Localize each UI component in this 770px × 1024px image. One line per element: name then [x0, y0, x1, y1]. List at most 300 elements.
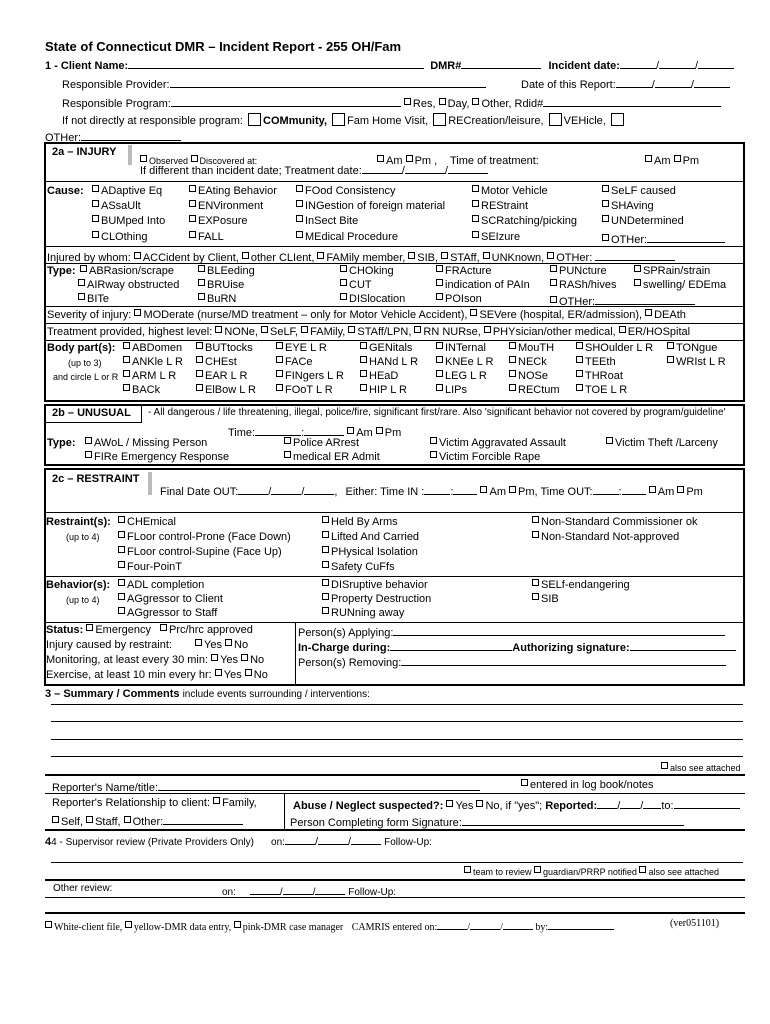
removing-field[interactable]	[401, 654, 726, 666]
option-checkbox[interactable]	[296, 215, 303, 222]
option-other[interactable]: OTHer:	[556, 252, 593, 264]
option-checkbox[interactable]	[436, 265, 443, 272]
option-ankle-l-r[interactable]	[123, 356, 183, 368]
time-out-am-checkbox[interactable]	[649, 486, 656, 493]
option-checkbox[interactable]	[360, 342, 367, 349]
option-checkbox[interactable]	[472, 215, 479, 222]
option-rash-hives[interactable]	[550, 279, 616, 291]
report-day-field[interactable]	[655, 76, 691, 88]
option-victim-forcible-rape[interactable]	[430, 451, 540, 463]
option-checkbox[interactable]	[634, 265, 641, 272]
reported-month[interactable]	[597, 797, 617, 809]
option-checkbox[interactable]	[509, 342, 516, 349]
supervisor-day[interactable]	[318, 833, 348, 845]
option-checkbox[interactable]	[322, 531, 329, 538]
option-shaving[interactable]	[602, 200, 654, 212]
time-in-hour[interactable]	[424, 483, 450, 495]
option-death[interactable]: DEAth	[654, 309, 686, 321]
option-physician-other-medical[interactable]: PHYsician/other medical,	[492, 326, 616, 338]
time-out-pm-checkbox[interactable]	[677, 486, 684, 493]
reported-to-field[interactable]	[674, 797, 740, 809]
option-checkbox[interactable]	[322, 579, 329, 586]
option-mouth[interactable]	[509, 342, 554, 354]
time-out-minute[interactable]	[622, 483, 646, 495]
summary-line-4[interactable]	[51, 756, 743, 757]
option-restraint[interactable]	[472, 200, 528, 212]
vehicle-checkbox[interactable]	[549, 113, 562, 126]
option-checkbox[interactable]	[296, 231, 303, 238]
option-other-field[interactable]	[647, 231, 725, 243]
emergency-checkbox[interactable]	[86, 624, 93, 631]
option-checkbox[interactable]	[92, 215, 99, 222]
option-internal[interactable]	[436, 342, 486, 354]
option-fracture[interactable]	[436, 265, 491, 277]
option-checkbox[interactable]	[276, 384, 283, 391]
option-hand-l-r[interactable]	[360, 356, 418, 368]
option-rn-nurse[interactable]: RN NURse,	[423, 326, 481, 338]
option-checkbox[interactable]	[322, 593, 329, 600]
option-throat[interactable]	[576, 370, 623, 382]
option-choking[interactable]	[340, 265, 394, 277]
client-name-field[interactable]	[128, 57, 424, 69]
option-checkbox[interactable]	[550, 296, 557, 303]
option-awol-missing-person[interactable]	[85, 437, 207, 449]
option-checkbox[interactable]	[602, 215, 609, 222]
option-checkbox[interactable]	[196, 384, 203, 391]
option-checkbox[interactable]	[348, 326, 355, 333]
option-hip-l-r[interactable]	[360, 384, 407, 396]
supervisor-year[interactable]	[351, 833, 381, 845]
option-undetermined[interactable]	[602, 215, 684, 227]
option-checkbox[interactable]	[602, 234, 609, 241]
option-aggressor-to-client[interactable]	[118, 593, 223, 605]
rel-other-checkbox[interactable]	[124, 816, 131, 823]
option-checkbox[interactable]	[430, 451, 437, 458]
option-clothing[interactable]	[92, 231, 147, 243]
option-checkbox[interactable]	[123, 384, 130, 391]
option-checkbox[interactable]	[606, 437, 613, 444]
option-sib[interactable]: SIB,	[417, 252, 439, 264]
option-checkbox[interactable]	[189, 200, 196, 207]
option-leg-l-r[interactable]	[436, 370, 487, 382]
option-head[interactable]	[360, 370, 398, 382]
option-physical-isolation[interactable]	[322, 546, 418, 558]
option-poison[interactable]	[436, 293, 482, 305]
reported-day[interactable]	[620, 797, 640, 809]
summary-line-3[interactable]	[51, 739, 743, 740]
option-held-by-arms[interactable]	[322, 516, 398, 528]
option-shoulder-l-r[interactable]	[576, 342, 653, 354]
option-tongue[interactable]	[667, 342, 717, 354]
unusual-am-checkbox[interactable]	[347, 427, 354, 434]
option-checkbox[interactable]	[472, 185, 479, 192]
option-back[interactable]	[123, 384, 160, 396]
yellow-checkbox[interactable]	[125, 921, 132, 928]
option-er-hospital[interactable]: ER/HOSpital	[627, 326, 691, 338]
option-checkbox[interactable]	[215, 326, 222, 333]
summary-line-1[interactable]	[51, 704, 743, 705]
option-severe-hospital-er-admission[interactable]: SEVere (hospital, ER/admission),	[479, 309, 643, 321]
log-book-checkbox[interactable]	[521, 779, 528, 786]
option-four-point[interactable]	[118, 561, 182, 573]
option-adaptive-eq[interactable]	[92, 185, 162, 197]
option-property-destruction[interactable]	[322, 593, 431, 605]
option-staff[interactable]: STAff,	[450, 252, 480, 264]
option-checkbox[interactable]	[483, 252, 490, 259]
option-motor-vehicle[interactable]	[472, 185, 548, 197]
option-checkbox[interactable]	[123, 342, 130, 349]
option-nose[interactable]	[509, 370, 548, 382]
option-non-standard-not-approved[interactable]	[532, 531, 679, 543]
fam-home-checkbox[interactable]	[332, 113, 345, 126]
option-assault[interactable]	[92, 200, 141, 212]
option-checkbox[interactable]	[532, 516, 539, 523]
injured-by-other-field[interactable]	[595, 249, 675, 261]
option-checkbox[interactable]	[509, 356, 516, 363]
option-checkbox[interactable]	[532, 593, 539, 600]
family-checkbox[interactable]	[213, 797, 220, 804]
option-checkbox[interactable]	[602, 185, 609, 192]
option-checkbox[interactable]	[196, 370, 203, 377]
option-victim-theft-larceny[interactable]	[606, 437, 718, 449]
option-checkbox[interactable]	[645, 309, 652, 316]
injury-am-checkbox[interactable]	[377, 155, 384, 162]
option-checkbox[interactable]	[322, 561, 329, 568]
option-adl-completion[interactable]	[118, 579, 204, 591]
camris-month[interactable]	[437, 918, 467, 930]
option-wrist-l-r[interactable]	[667, 356, 726, 368]
option-insect-bite[interactable]	[296, 215, 358, 227]
report-month-field[interactable]	[616, 76, 652, 88]
option-floor-control-prone-face-down[interactable]	[118, 531, 291, 543]
option-self-endangering[interactable]	[532, 579, 630, 591]
treatment-pm-checkbox[interactable]	[674, 155, 681, 162]
incident-year-field[interactable]	[698, 57, 734, 69]
option-seizure[interactable]	[472, 231, 520, 243]
option-checkbox[interactable]	[80, 265, 87, 272]
monitoring-no-checkbox[interactable]	[241, 654, 248, 661]
observed-checkbox[interactable]	[140, 155, 147, 162]
camris-day[interactable]	[470, 918, 500, 930]
option-food-consistency[interactable]	[296, 185, 395, 197]
monitoring-yes-checkbox[interactable]	[211, 654, 218, 661]
option-checkbox[interactable]	[532, 579, 539, 586]
option-accident-by-client[interactable]: ACCident by Client,	[142, 252, 239, 264]
option-checkbox[interactable]	[408, 252, 415, 259]
summary-line-2[interactable]	[51, 721, 743, 722]
option-checkbox[interactable]	[189, 231, 196, 238]
by-field[interactable]	[548, 918, 614, 930]
time-in-pm-checkbox[interactable]	[509, 486, 516, 493]
option-moderate-nurse-md-treatment-only-for-motor-vehicle-accident[interactable]: MODerate (nurse/MD treatment – only for Motor Vehicle Accident),	[143, 309, 468, 321]
option-family-member[interactable]: FAMily member,	[326, 252, 406, 264]
staff-checkbox[interactable]	[86, 816, 93, 823]
option-lifted-and-carried[interactable]	[322, 531, 419, 543]
report-year-field[interactable]	[694, 76, 730, 88]
option-bruise[interactable]	[198, 279, 244, 291]
option-checkbox[interactable]	[196, 342, 203, 349]
option-swelling-edema[interactable]	[634, 279, 726, 291]
option-sprain-strain[interactable]	[634, 265, 710, 277]
option-checkbox[interactable]	[322, 516, 329, 523]
option-environment[interactable]	[189, 200, 263, 212]
option-checkbox[interactable]	[414, 326, 421, 333]
option-foot-l-r[interactable]	[276, 384, 333, 396]
other-review-month-b[interactable]	[250, 883, 280, 895]
option-checkbox[interactable]	[360, 356, 367, 363]
option-indication-of-pain[interactable]	[436, 279, 530, 291]
discovered-checkbox[interactable]	[191, 155, 198, 162]
option-floor-control-supine-face-up[interactable]	[118, 546, 282, 558]
option-checkbox[interactable]	[340, 279, 347, 286]
option-checkbox[interactable]	[118, 531, 125, 538]
abuse-yes-checkbox[interactable]	[446, 800, 453, 807]
option-checkbox[interactable]	[92, 231, 99, 238]
option-self[interactable]: SeLF,	[269, 326, 299, 338]
injury-yes-checkbox[interactable]	[195, 639, 202, 646]
option-police-arrest[interactable]	[284, 437, 359, 449]
option-safety-cuffs[interactable]	[322, 561, 395, 573]
option-victim-aggravated-assault[interactable]	[430, 437, 566, 449]
option-checkbox[interactable]	[118, 561, 125, 568]
option-other[interactable]	[602, 231, 725, 246]
option-arm-l-r[interactable]	[123, 370, 176, 382]
time-in-am-checkbox[interactable]	[480, 486, 487, 493]
option-checkbox[interactable]	[134, 252, 141, 259]
supervisor-attached-checkbox[interactable]	[639, 866, 646, 873]
option-checkbox[interactable]	[198, 293, 205, 300]
injury-pm-checkbox[interactable]	[406, 155, 413, 162]
time-in-minute[interactable]	[453, 483, 477, 495]
injury-no-checkbox[interactable]	[225, 639, 232, 646]
other-checkbox[interactable]	[472, 98, 479, 105]
option-checkbox[interactable]	[284, 437, 291, 444]
option-checkbox[interactable]	[472, 200, 479, 207]
option-exposure[interactable]	[189, 215, 248, 227]
option-checkbox[interactable]	[576, 356, 583, 363]
option-buttocks[interactable]	[196, 342, 253, 354]
pink-checkbox[interactable]	[234, 921, 241, 928]
unusual-minute-field[interactable]	[304, 424, 344, 436]
option-teeth[interactable]	[576, 356, 616, 368]
option-checkbox[interactable]	[634, 279, 641, 286]
incident-month-field[interactable]	[620, 57, 656, 69]
option-elbow-l-r[interactable]	[196, 384, 256, 396]
guardian-checkbox[interactable]	[534, 866, 541, 873]
option-checkbox[interactable]	[301, 326, 308, 333]
option-checkbox[interactable]	[118, 546, 125, 553]
supervisor-line[interactable]	[51, 862, 743, 863]
rel-other-field[interactable]	[163, 813, 243, 825]
option-none[interactable]: NONe,	[224, 326, 258, 338]
option-checkbox[interactable]	[322, 546, 329, 553]
option-checkbox[interactable]	[340, 265, 347, 272]
program-field[interactable]	[171, 95, 401, 107]
option-checkbox[interactable]	[602, 200, 609, 207]
recreation-checkbox[interactable]	[433, 113, 446, 126]
res-checkbox[interactable]	[404, 98, 411, 105]
option-checkbox[interactable]	[118, 579, 125, 586]
option-non-standard-commissioner-ok[interactable]	[532, 516, 698, 528]
option-checkbox[interactable]	[118, 607, 125, 614]
option-cut[interactable]	[340, 279, 372, 291]
option-toe-l-r[interactable]	[576, 384, 627, 396]
option-checkbox[interactable]	[441, 252, 448, 259]
option-checkbox[interactable]	[118, 516, 125, 523]
option-dislocation[interactable]	[340, 293, 405, 305]
option-checkbox[interactable]	[550, 279, 557, 286]
team-review-checkbox[interactable]	[464, 866, 471, 873]
option-chemical[interactable]	[118, 516, 176, 528]
other-location-field[interactable]	[81, 129, 181, 141]
option-checkbox[interactable]	[261, 326, 268, 333]
option-checkbox[interactable]	[189, 215, 196, 222]
option-checkbox[interactable]	[436, 293, 443, 300]
option-checkbox[interactable]	[296, 185, 303, 192]
provider-field[interactable]	[170, 76, 486, 88]
option-checkbox[interactable]	[532, 531, 539, 538]
option-ear-l-r[interactable]	[196, 370, 247, 382]
option-checkbox[interactable]	[436, 370, 443, 377]
option-checkbox[interactable]	[276, 370, 283, 377]
option-checkbox[interactable]	[317, 252, 324, 259]
option-checkbox[interactable]	[276, 342, 283, 349]
option-eye-l-r[interactable]	[276, 342, 327, 354]
option-checkbox[interactable]	[198, 279, 205, 286]
option-checkbox[interactable]	[472, 231, 479, 238]
option-checkbox[interactable]	[436, 356, 443, 363]
option-face[interactable]	[276, 356, 313, 368]
option-airway-obstructed[interactable]	[78, 279, 179, 291]
option-checkbox[interactable]	[667, 342, 674, 349]
option-checkbox[interactable]	[134, 309, 141, 316]
abuse-no-checkbox[interactable]	[476, 800, 483, 807]
community-checkbox[interactable]	[248, 113, 261, 126]
rdid-field[interactable]	[543, 95, 721, 107]
option-checkbox[interactable]	[322, 607, 329, 614]
final-year-field[interactable]	[304, 483, 334, 495]
option-checkbox[interactable]	[85, 437, 92, 444]
option-checkbox[interactable]	[550, 265, 557, 272]
option-checkbox[interactable]	[123, 356, 130, 363]
option-abrasion-scrape[interactable]	[80, 265, 174, 277]
option-bumped-into[interactable]	[92, 215, 165, 227]
option-sib[interactable]	[532, 593, 559, 605]
option-self-caused[interactable]	[602, 185, 676, 197]
self-checkbox[interactable]	[52, 816, 59, 823]
option-fall[interactable]	[189, 231, 224, 243]
option-checkbox[interactable]	[196, 356, 203, 363]
final-day-field[interactable]	[271, 483, 301, 495]
time-out-hour[interactable]	[593, 483, 619, 495]
option-checkbox[interactable]	[360, 370, 367, 377]
exercise-yes-checkbox[interactable]	[215, 669, 222, 676]
applying-field[interactable]	[393, 624, 725, 636]
exercise-no-checkbox[interactable]	[245, 669, 252, 676]
option-staff-lpn[interactable]: STAff/LPN,	[357, 326, 412, 338]
other-review-day[interactable]	[283, 883, 313, 895]
reporter-name-field[interactable]	[158, 779, 480, 791]
other-review-year[interactable]	[315, 883, 345, 895]
option-neck[interactable]	[509, 356, 547, 368]
incident-day-field[interactable]	[659, 57, 695, 69]
day-checkbox[interactable]	[439, 98, 446, 105]
option-aggressor-to-staff[interactable]	[118, 607, 217, 619]
option-checkbox[interactable]	[360, 384, 367, 391]
camris-year[interactable]	[503, 918, 533, 930]
option-checkbox[interactable]	[198, 265, 205, 272]
treatment-am-checkbox[interactable]	[645, 155, 652, 162]
option-checkbox[interactable]	[78, 293, 85, 300]
in-charge-field[interactable]	[390, 639, 512, 651]
option-checkbox[interactable]	[619, 326, 626, 333]
option-chest[interactable]	[196, 356, 237, 368]
option-checkbox[interactable]	[430, 437, 437, 444]
supervisor-month[interactable]	[285, 833, 315, 845]
option-abdomen[interactable]	[123, 342, 182, 354]
option-checkbox[interactable]	[436, 384, 443, 391]
option-checkbox[interactable]	[547, 252, 554, 259]
option-rectum[interactable]	[509, 384, 560, 396]
option-checkbox[interactable]	[123, 370, 130, 377]
option-checkbox[interactable]	[296, 200, 303, 207]
other-location-checkbox[interactable]	[611, 113, 624, 126]
option-checkbox[interactable]	[576, 370, 583, 377]
option-disruptive-behavior[interactable]	[322, 579, 428, 591]
prc-checkbox[interactable]	[160, 624, 167, 631]
option-checkbox[interactable]	[78, 279, 85, 286]
option-scratching-picking[interactable]	[472, 215, 577, 227]
option-other-client[interactable]: other CLIent,	[250, 252, 315, 264]
option-checkbox[interactable]	[92, 200, 99, 207]
option-checkbox[interactable]	[92, 185, 99, 192]
option-checkbox[interactable]	[576, 342, 583, 349]
option-checkbox[interactable]	[118, 593, 125, 600]
option-checkbox[interactable]	[436, 342, 443, 349]
white-checkbox[interactable]	[45, 921, 52, 928]
option-checkbox[interactable]	[340, 293, 347, 300]
option-bleeding[interactable]	[198, 265, 255, 277]
option-unknown[interactable]: UNKnown,	[491, 252, 545, 264]
option-fingers-l-r[interactable]	[276, 370, 344, 382]
option-burn[interactable]	[198, 293, 236, 305]
reported-year[interactable]	[643, 797, 661, 809]
option-checkbox[interactable]	[189, 185, 196, 192]
option-other-field[interactable]	[595, 293, 695, 305]
signature-field[interactable]	[462, 814, 684, 826]
option-checkbox[interactable]	[276, 356, 283, 363]
option-checkbox[interactable]	[509, 384, 516, 391]
option-puncture[interactable]	[550, 265, 607, 277]
option-eating-behavior[interactable]	[189, 185, 277, 197]
unusual-hour-field[interactable]	[255, 424, 301, 436]
summary-attached-checkbox[interactable]	[661, 762, 668, 769]
option-checkbox[interactable]	[484, 326, 491, 333]
option-lips[interactable]	[436, 384, 467, 396]
option-medical-procedure[interactable]	[296, 231, 398, 243]
option-bite[interactable]	[78, 293, 109, 305]
option-family[interactable]: FAMily,	[310, 326, 346, 338]
authorizing-field[interactable]	[630, 639, 736, 651]
option-fire-emergency-response[interactable]	[85, 451, 229, 463]
option-checkbox[interactable]	[509, 370, 516, 377]
option-knee-l-r[interactable]	[436, 356, 494, 368]
final-month-field[interactable]	[238, 483, 268, 495]
option-medical-er-admit[interactable]	[284, 451, 380, 463]
option-genitals[interactable]	[360, 342, 412, 354]
option-checkbox[interactable]	[436, 279, 443, 286]
option-checkbox[interactable]	[284, 451, 291, 458]
